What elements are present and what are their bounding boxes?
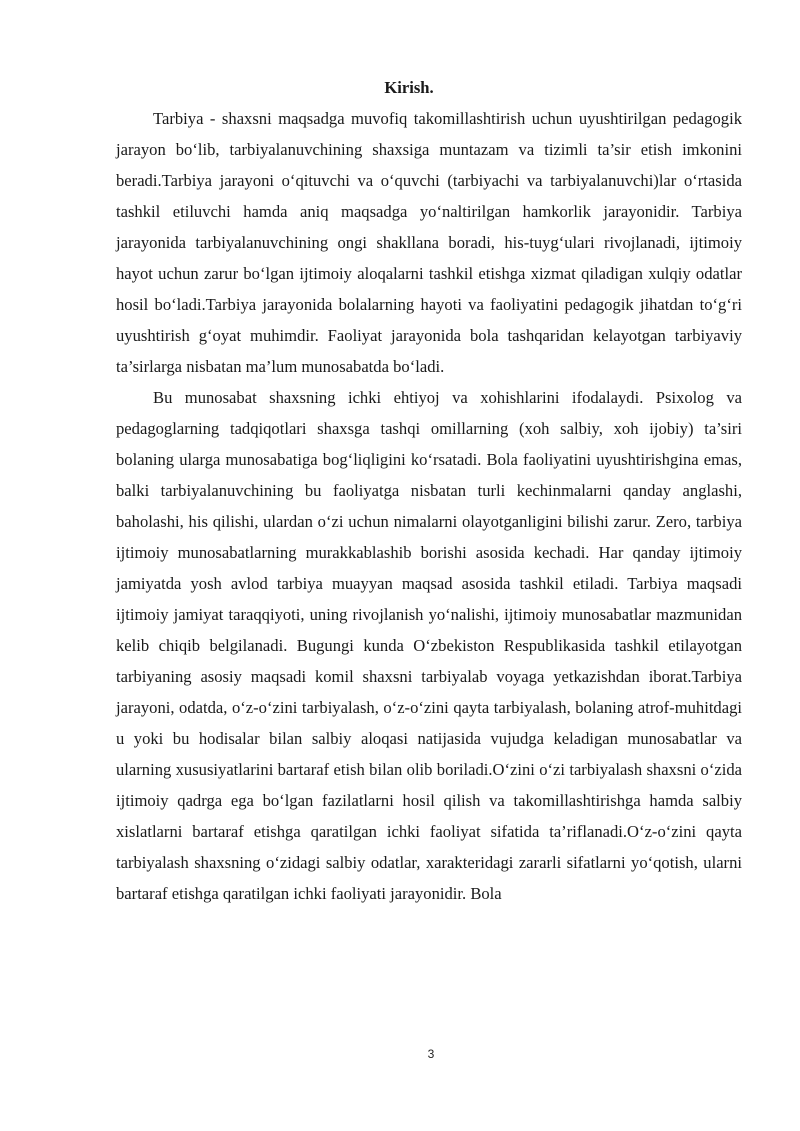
page-content: [116, 76, 742, 909]
section-heading: Kirish.: [384, 78, 434, 97]
page-number: 3: [427, 1047, 435, 1061]
paragraph-2: Bu munosabat shaxsning ichki ehtiyoj va xohishlarini ifodalaydi. Psixolog va pedagoglarning tadqiqotlari shaxsga tashqi omillarning (xoh salbiy, xoh ijobiy) ta’siri bolaning ularga munosabatiga bog‘liqligini ko‘rsatadi. Bola faoliyatini uyushtirishgina emas, balki tarbiyalanuvchining bu faoliyatga nisbatan turli kechinmalarni qanday anglashi, baholashi, his qilishi, ulardan o‘zi uchun nimalarni olayotganligini bilishi zarur. Zero, tarbiya ijtimoiy munosabatlarning murakkablashib borishi asosida kechadi. Har qanday ijtimoiy jamiyatda yosh avlod tarbiya muayyan maqsad asosida tashkil etiladi. Tarbiya maqsadi ijtimoiy jamiyat taraqqiyoti, uning rivojlanish yo‘nalishi, ijtimoiy munosabatlar mazmunidan kelib chiqib belgilanadi. Bugungi kunda O‘zbekiston Respublikasida tashkil etilayotgan tarbiyaning asosiy maqsadi komil shaxsni tarbiyalab voyaga yetkazishdan iborat.Tarbiya jarayoni, odatda, o‘z-o‘zini tarbiyalash, o‘z-o‘zini qayta tarbiyalash, bolaning atrof-muhitdagi u yoki bu hodisalar bilan salbiy aloqasi natijasida vujudga keladigan munosabatlar va ularning xususiyatlarini bartaraf etish bilan olib boriladi.O‘zini o‘zi tarbiyalash shaxsni o‘zida ijtimoiy qadrga ega bo‘lgan fazilatlarni hosil qilish va takomillashtirishga hamda salbiy xislatlarni bartaraf etishga qaratilgan ichki faoliyat sifatida ta’riflanadi.O‘z-o‘zini qayta tarbiyalash shaxsning o‘zidagi salbiy odatlar, xarakteridagi zararli sifatlarni yo‘qotish, ularni bartaraf etishga qaratilgan ichki faoliyati jarayonidir. Bola: [116, 388, 742, 903]
paragraph-1: Tarbiya - shaxsni maqsadga muvofiq takomillashtirish uchun uyushtirilgan pedagogik jarayon bo‘lib, tarbiyalanuvchining shaxsiga muntazam va tizimli ta’sir etish imkonini beradi.Tarbiya jarayoni o‘qituvchi va o‘quvchi (tarbiyachi va tarbiyalanuvchi)lar o‘rtasida tashkil etiluvchi hamda aniq maqsadga yo‘naltirilgan hamkorlik jarayonidir. Tarbiya jarayonida tarbiyalanuvchining ongi shakllana boradi, his-tuyg‘ulari rivojlanadi, ijtimoiy hayot uchun zarur bo‘lgan ijtimoiy aloqalarni tashkil etishga xizmat qiladigan xulqiy odatlar hosil bo‘ladi.Tarbiya jarayonida bolalarning hayoti va faoliyatini pedagogik jihatdan to‘g‘ri uyushtirish g‘oyat muhimdir. Faoliyat jarayonida bola tashqaridan kelayotgan tarbiyaviy ta’sirlarga nisbatan ma’lum munosabatda bo‘ladi.: [116, 109, 742, 376]
